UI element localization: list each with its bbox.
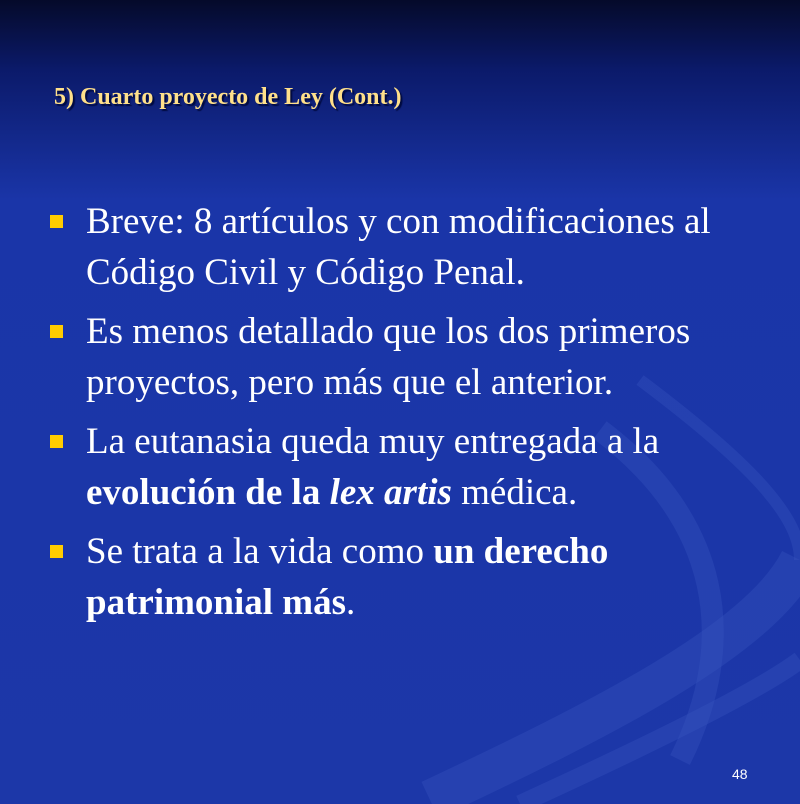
bullet-square-icon	[50, 215, 63, 228]
bullet-list	[50, 196, 770, 636]
bullet-text: Es menos detallado que los dos primeros proyectos, pero más que el anterior.	[86, 311, 691, 403]
bullet-square-icon	[50, 545, 63, 558]
bullet-item	[50, 196, 770, 298]
bullet-square-icon	[50, 435, 63, 448]
slide-title: 5) Cuarto proyecto de Ley (Cont.)	[54, 84, 402, 110]
bullet-text-end: .	[346, 582, 356, 623]
bullet-text-end: médica.	[451, 472, 578, 513]
bullet-item	[50, 526, 770, 628]
bullet-bold-text: un derecho patrimonial más	[86, 531, 609, 623]
bullet-item	[50, 416, 770, 518]
bullet-text-start: La eutanasia queda muy entregada a la	[86, 421, 660, 462]
bullet-bold-italic-text: lex artis	[329, 472, 452, 513]
bullet-text: Breve: 8 artículos y con modificaciones al Código Civil y Código Penal.	[86, 201, 711, 293]
bullet-bold-text: evolución de la	[86, 472, 330, 513]
bullet-square-icon	[50, 325, 63, 338]
bullet-item	[50, 306, 770, 408]
slide-number: 48	[732, 766, 748, 782]
bullet-text-start: Se trata a la vida como	[86, 531, 434, 572]
